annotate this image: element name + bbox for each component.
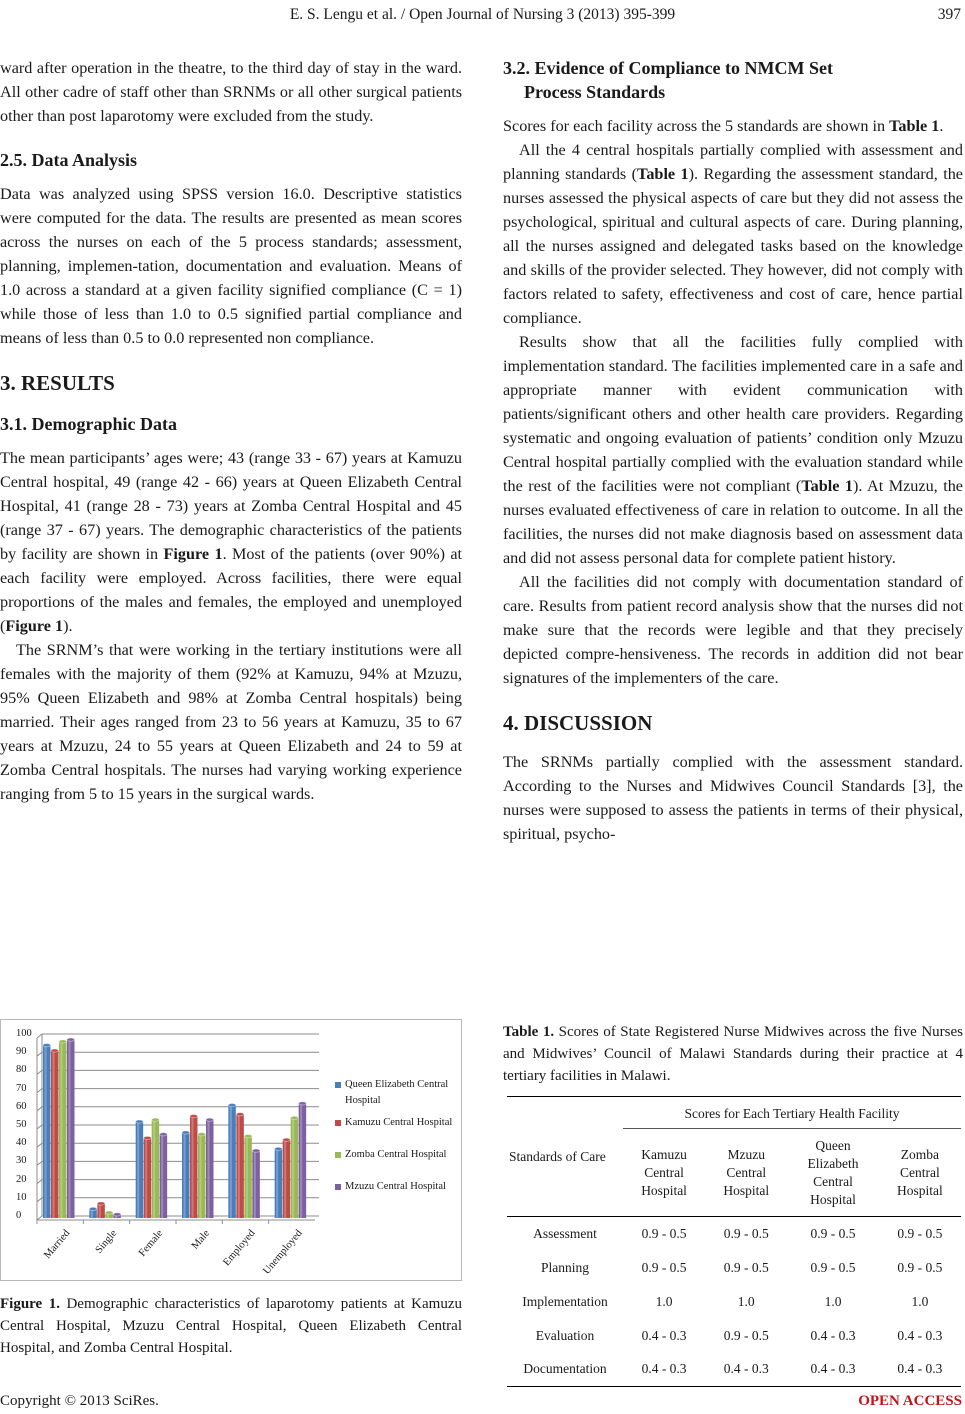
standard-cell: Implementation xyxy=(522,1293,608,1309)
x-axis-label: Male xyxy=(189,1228,212,1252)
bar xyxy=(67,1038,75,1218)
paragraph-demographics-1 xyxy=(0,446,462,638)
y-tick-label: 60 xyxy=(16,1100,27,1112)
column-header-zomba xyxy=(879,1129,961,1217)
bar xyxy=(152,1118,160,1218)
text-run: . Most of the patients (over 90%) at each facility were employed. Across facilities, there were equal proportions of the males and females, the employed and unemployed ( xyxy=(0,545,463,635)
paragraph-assessment xyxy=(503,138,963,330)
column-header-line: Hospital xyxy=(723,1182,770,1198)
legend-swatch-icon xyxy=(335,1184,341,1190)
column-header-line: Queen xyxy=(815,1137,851,1153)
legend-label: Mzuzu Central Hospital xyxy=(345,1181,446,1192)
column-header-line: Mzuzu xyxy=(727,1146,765,1162)
y-tick-label: 90 xyxy=(16,1046,27,1058)
score-cell: 0.9 - 0.5 xyxy=(897,1259,943,1275)
chart-legend xyxy=(334,1077,462,1195)
bar xyxy=(51,1049,59,1218)
standard-cell: Documentation xyxy=(507,1353,623,1387)
column-header-line: Hospital xyxy=(897,1182,943,1198)
text-run: ). Regarding the assessment standard, the nurses assessed the physical aspects of care but they did not assess the psychological, spiritual and cultural aspects of care. During planning, all the nurses assigned and delegated tasks based on the knowledge and skills of the provider selected. They however, did not comply with factors related to safety, effectiveness and cost of care, hence partial compliance. xyxy=(503,165,963,327)
x-axis-label: Single xyxy=(93,1228,119,1256)
table-caption-text: Scores of State Registered Nurse Midwives across the five Nurses and Midwives’ Council of Malawi Standards during their practice at 4 tertiary facilities in Malawi. xyxy=(503,1024,963,1084)
paragraph-data-analysis: Data was analyzed using SPSS version 16.0. Descriptive statistics were computed for the data. The results are presented as mean scores across the nurses on each of the 5 process standards; assessment, planning, implemen-tation, documentation and evaluation. Means of 1.0 across a standard at a given facility signified compliance (C = 1) while those of less than 1.0 to 0.5 signified partial compliance and means of less than 0.5 to 0.0 represented non compliance. xyxy=(0,185,462,347)
score-cell: 0.9 - 0.5 xyxy=(810,1225,856,1241)
legend-label: Kamuzu Central Hospital xyxy=(345,1117,453,1128)
bar xyxy=(105,1211,113,1218)
legend-swatch-icon xyxy=(335,1082,341,1088)
paragraph-intro: ward after operation in the theatre, to the third day of stay in the ward. All other cadre of staff other than SRNMs or all other surgical patients other than post laparotomy were excluded from the study. xyxy=(0,59,462,125)
legend-swatch-icon xyxy=(335,1152,341,1158)
bar xyxy=(43,1044,51,1219)
table-row xyxy=(507,1251,961,1285)
text-run: The mean participants’ ages were; 43 (range 33 - 67) years at Kamuzu Central hospital, 49 (range 42 - 66) years at Queen Elizabeth Central Hospital, 41 (range 28 - 73) years at Zomba Central Hospital and 45 (range 37 - 67) years. The demographic characteristics of the patients by facility are shown in xyxy=(0,449,462,563)
copyright: Copyright © 2013 SciRes. xyxy=(0,1393,159,1409)
section-heading-results: 3. RESULTS xyxy=(0,371,115,395)
standard-cell: Assessment xyxy=(533,1225,597,1241)
figure-caption-label: Figure 1. xyxy=(0,1296,60,1312)
text-run: All the 4 central hospitals partially complied with assessment and planning standards ( xyxy=(503,141,963,183)
bar xyxy=(113,1213,121,1218)
x-axis-label: Employed xyxy=(221,1228,258,1269)
score-cell: 0.9 - 0.5 xyxy=(810,1259,856,1275)
bar xyxy=(228,1104,236,1218)
column-header-line: Kamuzu xyxy=(641,1146,687,1162)
table-group-header-row xyxy=(507,1097,961,1129)
section-heading-3-1: 3.1. Demographic Data xyxy=(0,414,177,434)
score-cell: 1.0 xyxy=(655,1293,673,1309)
scores-table xyxy=(507,1096,961,1387)
bar xyxy=(291,1116,299,1218)
score-cell: 0.9 - 0.5 xyxy=(897,1225,943,1241)
bar xyxy=(59,1040,67,1218)
score-cell: 0.4 - 0.3 xyxy=(623,1353,705,1387)
legend-swatch-icon xyxy=(335,1120,341,1126)
table-body xyxy=(507,1217,961,1387)
bar xyxy=(252,1149,259,1218)
bar xyxy=(198,1133,206,1218)
table-row xyxy=(507,1353,961,1387)
paragraph-documentation: All the facilities did not comply with documentation standard of care. Results from patient record analysis show that the nurses did not make sure that the records were legible and that they precisely depicted compre-hensiveness. The records in addition did not bear signatures of the implementers of the care. xyxy=(503,573,963,687)
text-run: ). xyxy=(63,617,73,635)
score-cell: 1.0 xyxy=(737,1293,755,1309)
text-run: Scores for each facility across the 5 standards are shown in xyxy=(503,117,890,135)
running-header xyxy=(0,6,965,28)
column-header-kamuzu xyxy=(623,1129,705,1217)
column-header-line: Hospital xyxy=(641,1182,687,1198)
column-header-line: Central xyxy=(900,1164,940,1180)
score-cell: 0.4 - 0.3 xyxy=(897,1327,943,1343)
score-cell: 0.4 - 0.3 xyxy=(810,1327,856,1343)
column-header-queen-elizabeth xyxy=(787,1129,879,1217)
text-run: . xyxy=(939,117,944,135)
y-tick-label: 50 xyxy=(16,1119,27,1130)
score-cell: 1.0 xyxy=(824,1293,842,1309)
table-reference[interactable]: Table 1 xyxy=(889,117,940,135)
bar-chart xyxy=(1,1020,331,1282)
x-axis-label: Female xyxy=(136,1228,166,1259)
column-header-line: Central xyxy=(726,1164,767,1180)
group-header: Scores for Each Tertiary Health Facility xyxy=(623,1097,961,1129)
section-heading-3-2 xyxy=(503,56,963,104)
figure-reference[interactable]: Figure 1 xyxy=(163,545,223,563)
y-tick-label: 10 xyxy=(16,1191,27,1203)
open-access-badge: OPEN ACCESS xyxy=(858,1393,962,1409)
column-header-mzuzu xyxy=(705,1129,787,1217)
bar xyxy=(144,1136,152,1218)
paragraph-scores xyxy=(503,114,963,138)
page-number: 397 xyxy=(937,6,961,23)
score-cell: 0.9 - 0.5 xyxy=(723,1259,769,1275)
text-run: Results show that all the facilities fully complied with implementation standard. The facilities implemented care in a safe and appropriate manner with evident communication with patients/significant others and other health care providers. Regarding systematic and ongoing evaluation of patients’ condition only Mzuzu Central hospital partially complied with the evaluation standard while the rest of the facilities were not compliant ( xyxy=(503,333,963,495)
legend-item-kamuzu xyxy=(334,1115,462,1147)
left-column xyxy=(0,56,462,806)
legend-label: Queen Elizabeth Central xyxy=(345,1079,449,1090)
section-heading-2-5: 2.5. Data Analysis xyxy=(0,150,138,170)
bar xyxy=(89,1207,97,1218)
legend-item-queen-elizabeth xyxy=(334,1077,462,1115)
legend-item-zomba xyxy=(334,1147,462,1179)
score-cell: 0.9 - 0.5 xyxy=(723,1327,769,1343)
table-reference[interactable]: Table 1 xyxy=(801,477,854,495)
x-axis-label: Married xyxy=(42,1228,73,1261)
bar xyxy=(236,1113,244,1218)
bar xyxy=(182,1131,190,1218)
column-header-line: Central xyxy=(813,1173,853,1189)
paragraph-implementation xyxy=(503,330,963,570)
x-axis-label: Unemployed xyxy=(260,1228,305,1277)
table-caption-label: Table 1. xyxy=(503,1024,555,1040)
column-header-line: Zomba xyxy=(900,1146,940,1162)
bar xyxy=(97,1202,105,1218)
y-tick-label: 20 xyxy=(16,1173,27,1185)
y-tick-label: 100 xyxy=(16,1028,32,1039)
bar xyxy=(299,1102,307,1218)
y-tick-label: 80 xyxy=(16,1064,27,1076)
standard-cell: Planning xyxy=(540,1259,589,1275)
legend-label: Zomba Central Hospital xyxy=(345,1149,447,1160)
y-tick-label: 40 xyxy=(16,1137,27,1149)
figure-caption-text: Demographic characteristics of laparotomy patients at Kamuzu Central Hospital, Mzuzu Central Hospital, Queen Elizabeth Central Hospital, and Zomba Central Hospital. xyxy=(0,1296,462,1356)
standard-cell: Evaluation xyxy=(535,1327,595,1343)
bar xyxy=(244,1135,252,1219)
legend-item-mzuzu xyxy=(334,1179,462,1195)
score-cell: 0.9 - 0.5 xyxy=(641,1225,687,1241)
table-row xyxy=(507,1217,961,1251)
y-tick-label: 30 xyxy=(16,1155,27,1167)
score-cell: 0.4 - 0.3 xyxy=(787,1353,879,1387)
table-reference[interactable]: Table 1 xyxy=(637,165,689,183)
running-title: E. S. Lengu et al. / Open Journal of Nursing 3 (2013) 395-399 xyxy=(289,6,676,23)
table-row xyxy=(507,1285,961,1319)
bar xyxy=(275,1147,283,1218)
bar xyxy=(190,1114,198,1218)
table-row xyxy=(507,1319,961,1353)
heading-line: 3.2. Evidence of Compliance to NMCM Set xyxy=(503,58,833,78)
bar xyxy=(136,1120,144,1218)
bar xyxy=(206,1118,214,1218)
text-run: ). At Mzuzu, the nurses evaluated effectiveness of care in relation to outcome. In all the facilities, the nurses did not make diagnosis based on assessment data and did not assess personal data for complete patient history. xyxy=(503,477,963,567)
bar xyxy=(160,1133,168,1218)
right-column xyxy=(503,56,963,846)
column-header-line: Elizabeth xyxy=(807,1155,859,1171)
bar xyxy=(283,1138,291,1218)
figure-1 xyxy=(0,1019,462,1281)
row-header-standards: Standards of Care xyxy=(507,1097,623,1217)
score-cell: 0.9 - 0.5 xyxy=(641,1259,687,1275)
y-tick-label: 70 xyxy=(16,1082,27,1094)
score-cell: 1.0 xyxy=(911,1293,929,1309)
table-caption xyxy=(503,1021,963,1087)
y-tick-label: 0 xyxy=(16,1210,22,1221)
score-cell: 0.4 - 0.3 xyxy=(641,1327,687,1343)
score-cell: 0.4 - 0.3 xyxy=(705,1353,787,1387)
heading-line: Process Standards xyxy=(524,82,666,102)
score-cell: 0.9 - 0.5 xyxy=(723,1225,769,1241)
column-header-line: Central xyxy=(644,1164,684,1180)
score-cell: 0.4 - 0.3 xyxy=(879,1353,961,1387)
legend-label: Hospital xyxy=(345,1095,381,1106)
paragraph-discussion: The SRNMs partially complied with the assessment standard. According to the Nurses and Midwives Council Standards [3], the nurses were supposed to assess the patients in terms of their physical, spiritual, psycho- xyxy=(503,753,963,843)
paragraph-demographics-2: The SRNM’s that were working in the tertiary institutions were all females with the majority of them (92% at Kamuzu, 94% at Mzuzu, 95% Queen Elizabeth and 98% at Zomba Central hospitals) being married. Their ages ranged from 23 to 56 years at Kamuzu, 35 to 67 years at Mzuzu, 24 to 55 years at Queen Elizabeth and 24 to 59 at Zomba Central hospitals. The nurses had varying working experience ranging from 5 to 15 years in the surgical wards. xyxy=(0,641,462,803)
figure-caption xyxy=(0,1293,462,1359)
section-heading-discussion: 4. DISCUSSION xyxy=(503,711,653,735)
figure-reference[interactable]: Figure 1 xyxy=(5,617,64,635)
column-header-line: Hospital xyxy=(810,1191,856,1207)
